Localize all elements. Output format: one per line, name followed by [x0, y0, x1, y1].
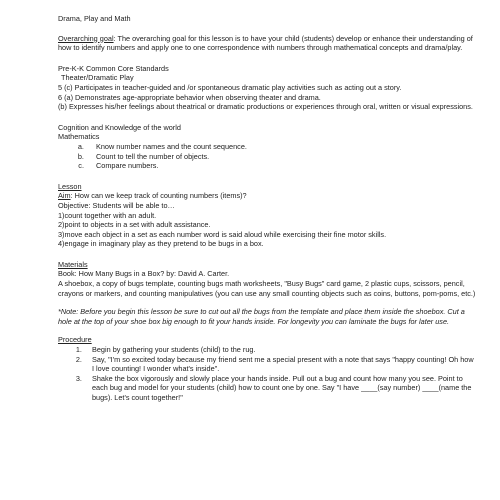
lesson-heading: Lesson	[58, 181, 82, 191]
objective-item: 2)point to objects in a set with adult assistance.	[58, 220, 211, 230]
goal-text: : The overarching goal for this lesson is to have your child (students) develop or enhance their understanding of how to identify numbers and apply one to one correspondence with numbers through mathematical concepts and drama/play.	[58, 33, 473, 53]
goal-label: Overarching goal	[58, 33, 114, 43]
standards-heading: Pre-K-K Common Core Standards	[58, 63, 169, 73]
standards-section	[58, 64, 476, 112]
procedure-step: 1. Begin by gathering your students (child) to the rug.	[84, 345, 476, 355]
materials-section	[58, 260, 476, 327]
cognition-item: a. Know number names and the count sequence.	[86, 142, 476, 152]
lesson-plan-document	[58, 14, 476, 403]
materials-heading: Materials	[58, 259, 88, 269]
aim-text: : How can we keep track of counting numbers (items)?	[70, 191, 247, 201]
objective-item: 3)move each object in a set as each number word is said aloud while exercising their fine motor skills.	[58, 229, 387, 239]
standard-item: 5 (c) Participates in teacher-guided and /or spontaneous dramatic play activities such as acting out a story.	[58, 82, 402, 92]
cognition-section	[58, 123, 476, 171]
lesson-section	[58, 182, 476, 249]
cognition-list	[58, 142, 476, 171]
objective-line: Objective: Students will be able to…	[58, 200, 175, 210]
aim-label: Aim	[58, 191, 71, 201]
standards-subheading: Theater/Dramatic Play	[61, 73, 134, 83]
procedure-steps	[58, 345, 476, 403]
aim-paragraph	[58, 191, 476, 201]
materials-book: Book: How Many Bugs in a Box? by: David A. Carter.	[58, 269, 230, 279]
materials-note: *Note: Before you begin this lesson be sure to cut out all the bugs from the template and place them inside the shoebox. Cut a hole at the top of your shoe box big enough to fit your hands inside. For longevity you can laminate the bugs for later use.	[58, 307, 465, 326]
objective-item: 1)count together with an adult.	[58, 210, 157, 220]
standard-item: (b) Expresses his/her feelings about theatrical or dramatic productions or experiences through oral, written or visual expressions.	[58, 102, 473, 112]
procedure-heading: Procedure	[58, 335, 92, 345]
document-title: Drama, Play and Math	[58, 14, 131, 23]
cognition-heading: Cognition and Knowledge of the world	[58, 122, 181, 132]
materials-list: A shoebox, a copy of bugs template, counting bugs math worksheets, "Busy Bugs" card game, 2 plastic cups, scissors, pencil, crayons or markers, and counting manipulatives (you can use any small counting objects such as coins, buttons, pom-poms, etc.)	[58, 279, 476, 298]
overarching-goal-paragraph	[58, 34, 476, 53]
standard-item: 6 (a) Demonstrates age-appropriate behavior when observing theater and drama.	[58, 92, 321, 102]
cognition-item: b. Count to tell the number of objects.	[86, 152, 476, 162]
cognition-subheading: Mathematics	[58, 132, 100, 142]
procedure-step: 2. Say, "I'm so excited today because my friend sent me a special present with a note that says "happy counting! Oh how I love counting! I wonder what's inside".	[84, 355, 476, 374]
procedure-step: 3. Shake the box vigorously and slowly place your hands inside. Pull out a bug and count how many you see. Point to each bug and model for your students (child) how to count one by one. Say "I have ____(say number) ____(name the bugs). Let's count together!"	[84, 374, 476, 403]
objective-item: 4)engage in imaginary play as they pretend to be bugs in a box.	[58, 239, 264, 249]
procedure-section	[58, 335, 476, 402]
cognition-item: c. Compare numbers.	[86, 161, 476, 171]
